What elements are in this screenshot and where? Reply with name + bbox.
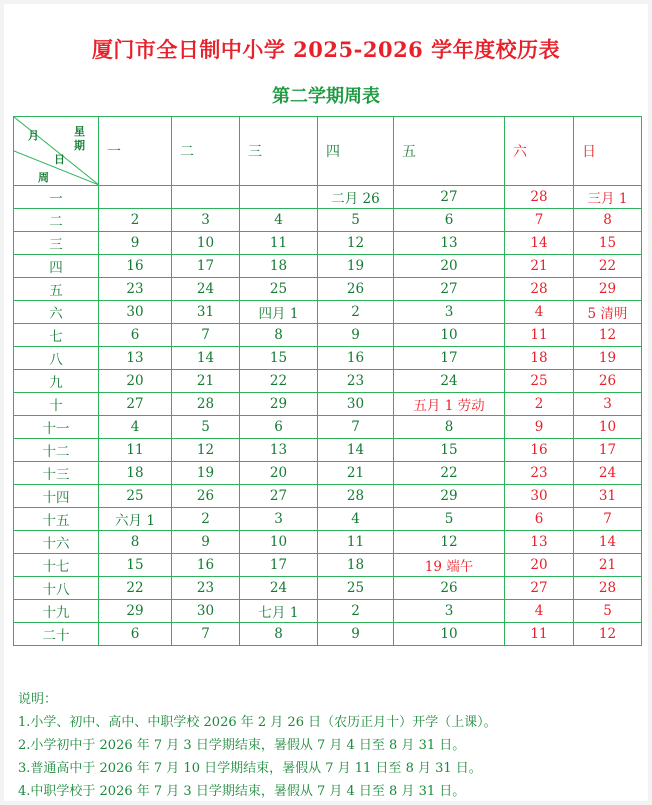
day-cell: 25	[505, 370, 574, 393]
day-cell: 4	[505, 600, 574, 623]
day-cell: 13	[240, 439, 318, 462]
day-cell: 10	[172, 232, 240, 255]
weekday-header-2: 二	[172, 117, 240, 186]
day-cell: 28	[505, 186, 574, 209]
weekday-header-1: 一	[99, 117, 172, 186]
table-row	[14, 416, 642, 439]
day-cell: 14	[172, 347, 240, 370]
day-cell: 9	[318, 623, 394, 646]
day-cell: 24	[172, 278, 240, 301]
day-cell: 4	[99, 416, 172, 439]
day-cell: 25	[240, 278, 318, 301]
day-cell: 22	[574, 255, 642, 278]
week-number-cell: 六	[14, 301, 99, 324]
day-cell: 11	[240, 232, 318, 255]
day-cell: 23	[99, 278, 172, 301]
day-cell: 14	[505, 232, 574, 255]
day-cell: 31	[172, 301, 240, 324]
day-cell: 9	[318, 324, 394, 347]
day-cell: 5	[574, 600, 642, 623]
weekday-header-5: 五	[394, 117, 505, 186]
day-cell: 17	[240, 554, 318, 577]
day-cell: 7	[318, 416, 394, 439]
day-cell: 27	[394, 278, 505, 301]
week-number-cell: 四	[14, 255, 99, 278]
day-cell: 2	[99, 209, 172, 232]
day-cell: 26	[394, 577, 505, 600]
week-number-cell: 十二	[14, 439, 99, 462]
day-cell: 4	[505, 301, 574, 324]
day-cell: 10	[394, 623, 505, 646]
day-cell: 6	[99, 623, 172, 646]
table-row	[14, 531, 642, 554]
day-cell: 五月 1 劳动	[394, 393, 505, 416]
day-cell	[99, 186, 172, 209]
day-cell: 3	[574, 393, 642, 416]
day-cell: 18	[99, 462, 172, 485]
day-cell: 4	[240, 209, 318, 232]
week-number-cell: 二	[14, 209, 99, 232]
day-cell: 20	[505, 554, 574, 577]
day-cell: 31	[574, 485, 642, 508]
day-cell: 22	[99, 577, 172, 600]
day-cell: 30	[172, 600, 240, 623]
day-cell: 27	[394, 186, 505, 209]
day-cell: 25	[318, 577, 394, 600]
day-cell: 2	[318, 301, 394, 324]
day-cell: 13	[505, 531, 574, 554]
day-cell: 17	[394, 347, 505, 370]
weekday-header-7: 日	[574, 117, 642, 186]
table-row	[14, 485, 642, 508]
day-cell: 3	[394, 600, 505, 623]
day-cell: 17	[172, 255, 240, 278]
day-cell: 9	[505, 416, 574, 439]
day-cell: 20	[99, 370, 172, 393]
day-cell: 21	[172, 370, 240, 393]
day-cell: 19	[318, 255, 394, 278]
day-cell: 7	[505, 209, 574, 232]
table-row	[14, 347, 642, 370]
day-cell: 27	[505, 577, 574, 600]
week-number-cell: 五	[14, 278, 99, 301]
day-cell: 16	[99, 255, 172, 278]
table-row	[14, 577, 642, 600]
day-cell: 28	[172, 393, 240, 416]
week-number-cell: 十三	[14, 462, 99, 485]
day-cell: 24	[240, 577, 318, 600]
week-number-cell: 十八	[14, 577, 99, 600]
day-cell: 8	[99, 531, 172, 554]
table-row	[14, 370, 642, 393]
day-cell: 8	[394, 416, 505, 439]
table-row	[14, 508, 642, 531]
day-cell: 23	[318, 370, 394, 393]
weekday-header-6: 六	[505, 117, 574, 186]
day-cell: 21	[318, 462, 394, 485]
day-cell: 26	[574, 370, 642, 393]
day-cell: 七月 1	[240, 600, 318, 623]
corner-label-day: 日	[54, 153, 65, 166]
day-cell	[172, 186, 240, 209]
day-cell: 28	[318, 485, 394, 508]
day-cell: 12	[172, 439, 240, 462]
day-cell: 7	[574, 508, 642, 531]
day-cell: 2	[505, 393, 574, 416]
day-cell: 3	[240, 508, 318, 531]
day-cell: 三月 1	[574, 186, 642, 209]
table-row	[14, 255, 642, 278]
day-cell: 16	[318, 347, 394, 370]
week-number-cell: 十五	[14, 508, 99, 531]
day-cell: 8	[574, 209, 642, 232]
day-cell: 30	[505, 485, 574, 508]
day-cell: 28	[574, 577, 642, 600]
table-row	[14, 278, 642, 301]
day-cell: 22	[240, 370, 318, 393]
day-cell: 18	[318, 554, 394, 577]
day-cell: 17	[574, 439, 642, 462]
note-item-1: 1.小学、初中、高中、中职学校 2026 年 2 月 26 日（农历正月十）开学（上课）。	[18, 715, 497, 730]
week-number-cell: 十九	[14, 600, 99, 623]
day-cell: 16	[172, 554, 240, 577]
week-number-cell: 二十	[14, 623, 99, 646]
day-cell: 19 端午	[394, 554, 505, 577]
day-cell: 12	[574, 324, 642, 347]
table-row	[14, 186, 642, 209]
day-cell: 27	[240, 485, 318, 508]
notes-heading: 说明：	[18, 692, 58, 707]
day-cell: 22	[394, 462, 505, 485]
day-cell: 5	[172, 416, 240, 439]
weekday-header-3: 三	[240, 117, 318, 186]
day-cell: 12	[318, 232, 394, 255]
day-cell: 23	[505, 462, 574, 485]
day-cell: 15	[99, 554, 172, 577]
day-cell: 9	[172, 531, 240, 554]
day-cell: 8	[240, 324, 318, 347]
day-cell: 30	[318, 393, 394, 416]
day-cell: 26	[172, 485, 240, 508]
day-cell: 2	[172, 508, 240, 531]
corner-label-star: 星	[74, 125, 85, 138]
day-cell: 27	[99, 393, 172, 416]
header-row	[14, 117, 642, 186]
day-cell: 6	[505, 508, 574, 531]
day-cell: 19	[574, 347, 642, 370]
day-cell: 18	[240, 255, 318, 278]
week-number-cell: 九	[14, 370, 99, 393]
week-number-cell: 十七	[14, 554, 99, 577]
table-row	[14, 439, 642, 462]
day-cell: 4	[318, 508, 394, 531]
day-cell: 5	[318, 209, 394, 232]
day-cell: 5 清明	[574, 301, 642, 324]
table-row	[14, 393, 642, 416]
day-cell: 24	[394, 370, 505, 393]
day-cell: 29	[99, 600, 172, 623]
day-cell: 14	[318, 439, 394, 462]
day-cell: 6	[240, 416, 318, 439]
day-cell: 14	[574, 531, 642, 554]
week-number-cell: 七	[14, 324, 99, 347]
corner-label-week: 周	[38, 171, 49, 184]
day-cell: 12	[394, 531, 505, 554]
table-row	[14, 232, 642, 255]
day-cell: 20	[394, 255, 505, 278]
week-number-cell: 十四	[14, 485, 99, 508]
day-cell: 13	[99, 347, 172, 370]
day-cell	[240, 186, 318, 209]
day-cell: 10	[574, 416, 642, 439]
day-cell: 20	[240, 462, 318, 485]
day-cell: 11	[318, 531, 394, 554]
table-row	[14, 623, 642, 646]
day-cell: 11	[99, 439, 172, 462]
day-cell: 10	[394, 324, 505, 347]
semester-week-table	[13, 116, 642, 646]
table-row	[14, 301, 642, 324]
day-cell: 四月 1	[240, 301, 318, 324]
weekday-header-4: 四	[318, 117, 394, 186]
day-cell: 8	[240, 623, 318, 646]
note-item-2: 2.小学初中于 2026 年 7 月 3 日学期结束，暑假从 7 月 4 日至 8 月 31 日。	[18, 738, 466, 753]
day-cell: 3	[172, 209, 240, 232]
day-cell: 19	[172, 462, 240, 485]
day-cell: 15	[394, 439, 505, 462]
day-cell: 18	[505, 347, 574, 370]
day-cell: 9	[99, 232, 172, 255]
day-cell: 23	[172, 577, 240, 600]
day-cell: 30	[99, 301, 172, 324]
day-cell: 29	[240, 393, 318, 416]
calendar-page	[4, 4, 648, 801]
day-cell: 13	[394, 232, 505, 255]
page-subtitle: 第二学期周表	[272, 86, 380, 107]
table-row	[14, 600, 642, 623]
day-cell: 10	[240, 531, 318, 554]
note-item-4: 4.中职学校于 2026 年 7 月 3 日学期结束，暑假从 7 月 4 日至 8 月 31 日。	[18, 784, 466, 799]
day-cell: 21	[505, 255, 574, 278]
day-cell: 21	[574, 554, 642, 577]
day-cell: 7	[172, 324, 240, 347]
day-cell: 二月 26	[318, 186, 394, 209]
calendar-body	[14, 186, 642, 646]
corner-label-period: 期	[74, 139, 85, 152]
week-number-cell: 十六	[14, 531, 99, 554]
day-cell: 2	[318, 600, 394, 623]
notes-section	[18, 688, 497, 803]
corner-label-month: 月	[28, 129, 39, 142]
day-cell: 11	[505, 324, 574, 347]
day-cell: 六月 1	[99, 508, 172, 531]
table-row	[14, 554, 642, 577]
day-cell: 15	[240, 347, 318, 370]
day-cell: 11	[505, 623, 574, 646]
day-cell: 12	[574, 623, 642, 646]
week-number-cell: 八	[14, 347, 99, 370]
day-cell: 16	[505, 439, 574, 462]
day-cell: 26	[318, 278, 394, 301]
day-cell: 3	[394, 301, 505, 324]
table-row	[14, 324, 642, 347]
table-row	[14, 209, 642, 232]
week-number-cell: 三	[14, 232, 99, 255]
week-number-cell: 一	[14, 186, 99, 209]
week-number-cell: 十	[14, 393, 99, 416]
day-cell: 6	[99, 324, 172, 347]
day-cell: 28	[505, 278, 574, 301]
day-cell: 6	[394, 209, 505, 232]
table-row	[14, 462, 642, 485]
day-cell: 24	[574, 462, 642, 485]
day-cell: 5	[394, 508, 505, 531]
day-cell: 29	[574, 278, 642, 301]
day-cell: 29	[394, 485, 505, 508]
page-title: 厦门市全日制中小学 2025-2026 学年度校历表	[91, 37, 561, 62]
week-number-cell: 十一	[14, 416, 99, 439]
corner-header-cell	[14, 117, 99, 186]
note-item-3: 3.普通高中于 2026 年 7 月 10 日学期结束，暑假从 7 月 11 日至 8 月 31 日。	[18, 761, 482, 776]
day-cell: 7	[172, 623, 240, 646]
day-cell: 25	[99, 485, 172, 508]
day-cell: 15	[574, 232, 642, 255]
